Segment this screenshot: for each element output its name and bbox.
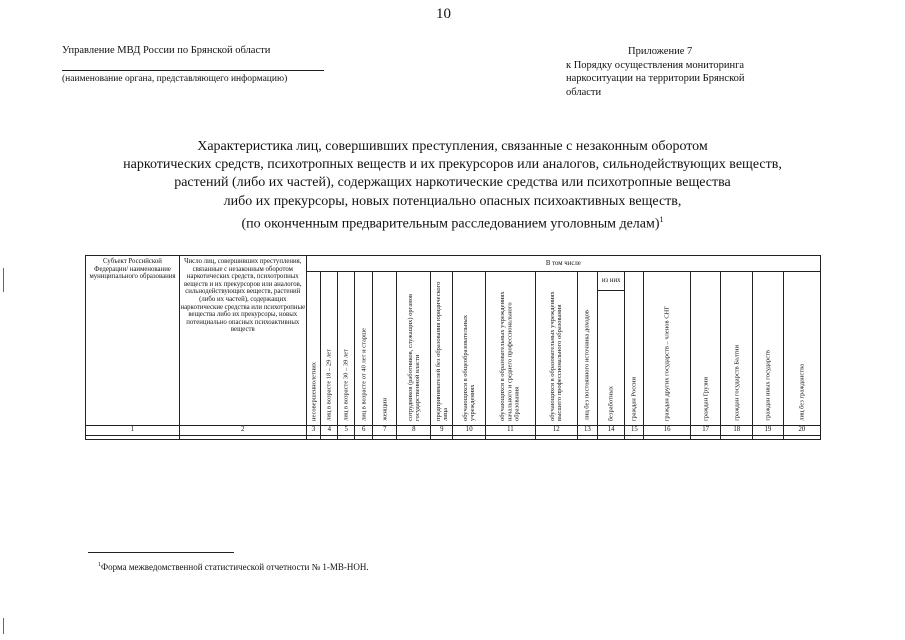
header-col-14: безработных xyxy=(597,291,624,426)
header-subject: Субъект Российской Федерации/ наименование муниципального образования xyxy=(86,256,180,426)
document-title xyxy=(60,138,845,234)
header-col-17: граждан Грузии xyxy=(690,272,721,426)
header-col-19: граждан иных государств xyxy=(753,272,784,426)
column-number: 8 xyxy=(397,426,431,436)
header-col-6: лиц в возрасте от 40 лет и старше xyxy=(355,272,373,426)
column-number: 10 xyxy=(453,426,486,436)
column-number: 5 xyxy=(338,426,355,436)
title-line: Характеристика лиц, совершивших преступления, связанные с незаконным оборотом xyxy=(197,139,708,154)
title-line-text: (по оконченным предварительным расследованием уголовным делам) xyxy=(241,216,660,232)
header-col-9: предпринимателей без образования юридического лица xyxy=(431,272,453,426)
appendix-line: наркоситуации на территории Брянской xyxy=(566,73,745,84)
title-line: растений (либо их частей), содержащих наркотические средства или психотропные вещества xyxy=(174,175,731,191)
column-number: 19 xyxy=(753,426,784,436)
header-subgroup-of-them: из них xyxy=(597,272,624,291)
appendix-line: области xyxy=(566,86,602,98)
column-number: 20 xyxy=(783,426,820,436)
header-col-16: граждан других государств – членов СНГ xyxy=(644,272,690,426)
footnote-marker: 1 xyxy=(98,562,101,568)
header-col-12: обучающихся в образовательных учреждениях высшего профессионального образования xyxy=(535,272,577,426)
column-number: 7 xyxy=(373,426,397,436)
column-number: 18 xyxy=(721,426,753,436)
organization-underline xyxy=(62,70,324,71)
column-number: 14 xyxy=(597,426,624,436)
column-number-row xyxy=(86,426,821,436)
column-number: 6 xyxy=(355,426,373,436)
organization-name: Управление МВД России по Брянской области xyxy=(62,45,271,56)
header-col-7: женщин xyxy=(373,272,397,426)
column-number: 4 xyxy=(321,426,338,436)
footnote-separator xyxy=(88,552,234,553)
header-col-11: обучающихся в образовательных учреждениях начального и среднего профессионального образования xyxy=(486,272,536,426)
footnote xyxy=(98,562,369,572)
column-number: 17 xyxy=(690,426,721,436)
scan-edge-mark xyxy=(3,268,4,292)
header-col-8: сотрудников (работников, служащих) органов государственной власти xyxy=(397,272,431,426)
header-group-including: В том числе xyxy=(306,256,820,272)
header-col-13: лиц без постоянного источника доходов xyxy=(577,272,597,426)
header-col-15: граждан России xyxy=(625,272,644,426)
footnote-text: Форма межведомственной статистической отчетности № 1-МВ-НОН. xyxy=(101,562,369,572)
header-col-10: обучающихся в общеобразовательных учреждениях xyxy=(453,272,486,426)
header-col-20: лиц без гражданства xyxy=(783,272,820,426)
organization-block xyxy=(62,45,332,84)
statistics-table xyxy=(85,255,821,440)
appendix-title: Приложение 7 xyxy=(628,46,693,57)
column-number: 13 xyxy=(577,426,597,436)
column-number: 9 xyxy=(431,426,453,436)
column-number: 11 xyxy=(486,426,536,436)
title-footnote-ref: 1 xyxy=(659,214,664,224)
page-number: 10 xyxy=(436,6,451,22)
column-number: 12 xyxy=(535,426,577,436)
appendix-line: к Порядку осуществления мониторинга xyxy=(566,59,745,71)
column-number: 1 xyxy=(86,426,180,436)
header-col-5: лиц в возрасте 30 – 39 лет xyxy=(338,272,355,426)
header-total-persons: Число лиц, совершивших преступления, связанные с незаконным оборотом наркотических средств, психотропных веществ и их прекурсоров или аналогов, сильнодействующих веществ, растений (либо их частей), содержащих наркотические средства или психотропные вещества либо их прекурсоры, новых потенциально опасных психоактивных веществ xyxy=(179,256,306,426)
column-number: 2 xyxy=(179,426,306,436)
title-line: наркотических средств, психотропных веществ и их прекурсоров или аналогов, сильнодействующих веществ, xyxy=(123,157,782,173)
column-number: 15 xyxy=(625,426,644,436)
header-col-3: несовершеннолетних xyxy=(306,272,321,426)
blank-data-row xyxy=(86,436,821,440)
organization-caption: (наименование органа, представляющего информацию) xyxy=(62,74,288,84)
header-col-4: лиц в возрасте 18 – 29 лет xyxy=(321,272,338,426)
title-line: либо их прекурсоры, новых потенциально опасных психоактивных веществ, xyxy=(223,193,682,209)
column-number: 16 xyxy=(644,426,690,436)
header-col-18: граждан государств Балтии xyxy=(721,272,753,426)
title-line xyxy=(60,211,845,234)
appendix-block xyxy=(566,45,816,99)
column-number: 3 xyxy=(306,426,321,436)
scan-edge-mark xyxy=(3,618,4,634)
